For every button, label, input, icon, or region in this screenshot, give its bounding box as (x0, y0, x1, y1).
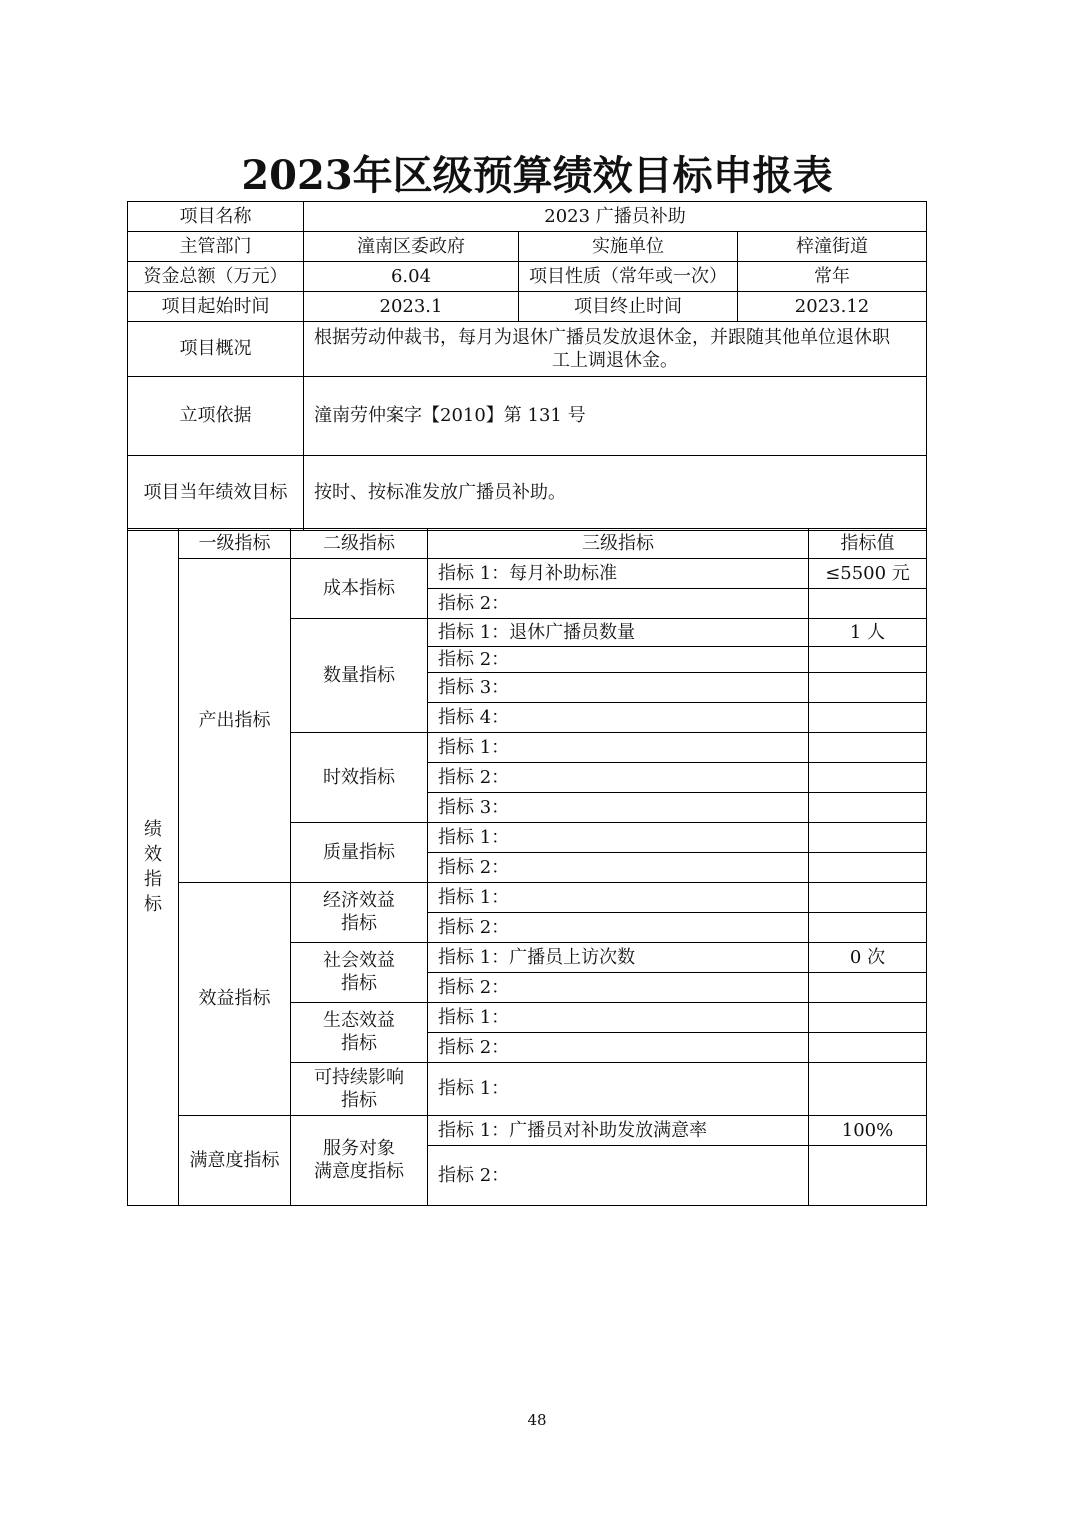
level2-sustainable (291, 1063, 428, 1116)
table-row-value: 0 次 (809, 943, 927, 973)
table-row-label: 指标 2： (428, 1033, 809, 1063)
level2-quantity: 数量指标 (291, 619, 428, 733)
table-row-label: 指标 2： (428, 647, 809, 673)
nature-value: 常年 (738, 262, 927, 292)
level1-satisfaction: 满意度指标 (179, 1116, 291, 1206)
table-row-value (809, 973, 927, 1003)
table-row-label: 指标 2： (428, 763, 809, 793)
performance-indicator-side-label (128, 529, 179, 1206)
table-row-label: 指标 2： (428, 589, 809, 619)
project-info-table (127, 201, 927, 531)
table-row-value (809, 823, 927, 853)
sustainable-label: 可持续影响 指标 (314, 1066, 404, 1111)
table-row-value (809, 853, 927, 883)
table-row-value (809, 1146, 927, 1206)
project-name-value: 2023 广播员补助 (304, 202, 927, 232)
level2-service-satisfaction (291, 1116, 428, 1206)
level2-ecological (291, 1003, 428, 1063)
social-label: 社会效益 指标 (323, 950, 395, 994)
level2-economic (291, 883, 428, 943)
table-row-value (809, 1063, 927, 1116)
economic-label: 经济效益 指标 (323, 890, 395, 934)
start-value: 2023.1 (304, 292, 519, 322)
table-row-value: 100% (809, 1116, 927, 1146)
table-row-value (809, 647, 927, 673)
fund-label: 资金总额（万元） (128, 262, 304, 292)
header-value: 指标值 (809, 529, 927, 559)
table-row-value (809, 883, 927, 913)
table-row-label: 指标 1：广播员上访次数 (428, 943, 809, 973)
table-row-value (809, 793, 927, 823)
table-row-label: 指标 3： (428, 673, 809, 703)
level2-social (291, 943, 428, 1003)
level1-output: 产出指标 (179, 559, 291, 883)
table-row-value: ≤5500 元 (809, 559, 927, 589)
level1-benefit: 效益指标 (179, 883, 291, 1116)
header-level2: 二级指标 (291, 529, 428, 559)
table-row-label: 指标 1： (428, 1063, 809, 1116)
impl-value: 梓潼街道 (738, 232, 927, 262)
basis-label: 立项依据 (128, 377, 304, 456)
table-row-label: 指标 1： (428, 823, 809, 853)
table-row-value (809, 1033, 927, 1063)
header-level1: 一级指标 (179, 529, 291, 559)
level2-cost: 成本指标 (291, 559, 428, 619)
table-row-value (809, 763, 927, 793)
side-label-text: 绩效指标 (144, 819, 162, 915)
fund-value: 6.04 (304, 262, 519, 292)
indicator-table (127, 528, 927, 1206)
nature-label: 项目性质（常年或一次） (519, 262, 738, 292)
table-row-value (809, 733, 927, 763)
table-row-value (809, 703, 927, 733)
goal-label: 项目当年绩效目标 (128, 456, 304, 531)
table-row-value (809, 1003, 927, 1033)
dept-value: 潼南区委政府 (304, 232, 519, 262)
table-row-label: 指标 4： (428, 703, 809, 733)
table-row-label: 指标 2： (428, 853, 809, 883)
table-row-label: 指标 1： (428, 1003, 809, 1033)
table-row-label: 指标 1： (428, 733, 809, 763)
table-row-label: 指标 2： (428, 913, 809, 943)
start-label: 项目起始时间 (128, 292, 304, 322)
end-value: 2023.12 (738, 292, 927, 322)
level2-quality: 质量指标 (291, 823, 428, 883)
table-row-label: 指标 2： (428, 1146, 809, 1206)
table-row-value: 1 人 (809, 619, 927, 647)
page-number: 48 (527, 1411, 547, 1429)
header-level3: 三级指标 (428, 529, 809, 559)
overview-label: 项目概况 (128, 322, 304, 377)
overview-value (304, 322, 927, 377)
table-row-label: 指标 2： (428, 973, 809, 1003)
level2-timeliness: 时效指标 (291, 733, 428, 823)
goal-value: 按时、按标准发放广播员补助。 (304, 456, 927, 531)
dept-label: 主管部门 (128, 232, 304, 262)
table-row-label: 指标 1：退休广播员数量 (428, 619, 809, 647)
page-title: 2023年区级预算绩效目标申报表 (241, 152, 833, 199)
ecological-label: 生态效益 指标 (323, 1010, 395, 1054)
table-row-label: 指标 1：每月补助标准 (428, 559, 809, 589)
table-row-label: 指标 1： (428, 883, 809, 913)
table-row-value (809, 589, 927, 619)
table-row-value (809, 673, 927, 703)
table-row-label: 指标 1：广播员对补助发放满意率 (428, 1116, 809, 1146)
impl-label: 实施单位 (519, 232, 738, 262)
end-label: 项目终止时间 (519, 292, 738, 322)
project-name-label: 项目名称 (128, 202, 304, 232)
basis-value: 潼南劳仲案字【2010】第 131 号 (304, 377, 927, 456)
table-row-label: 指标 3： (428, 793, 809, 823)
satisfaction-label: 服务对象 满意度指标 (314, 1138, 404, 1182)
overview-line-2: 工上调退休金。 (552, 350, 679, 371)
overview-line-1: 根据劳动仲裁书，每月为退休广播员发放退休金，并跟随其他单位退休职 (314, 327, 890, 348)
table-row-value (809, 913, 927, 943)
